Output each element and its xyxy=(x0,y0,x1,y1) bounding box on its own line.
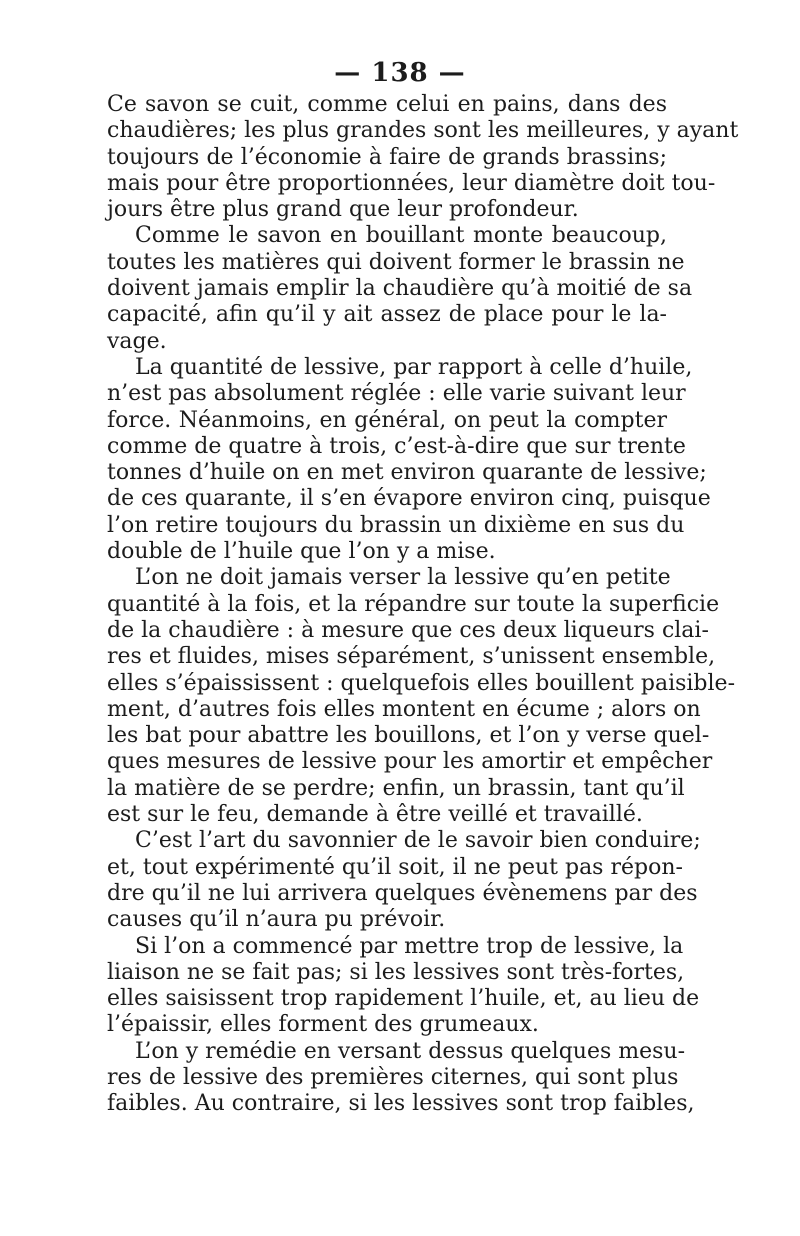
text-line: quantité à la fois, et la répandre sur toute la superficie xyxy=(107,591,720,617)
text-line: est sur le feu, demande à être veillé et travaillé. xyxy=(107,802,643,828)
text-line: tonnes d’huile on en met environ quarante de lessive; xyxy=(107,460,707,486)
text-line: capacité, afin qu’il y ait assez de place pour le la- xyxy=(107,302,667,328)
body-text xyxy=(107,92,739,1118)
text-line: toutes les matières qui doivent former le brassin ne xyxy=(107,249,685,275)
text-line: elles s’épaississent : quelquefois elles bouillent paisible- xyxy=(107,670,735,696)
text-line: chaudières; les plus grandes sont les meilleures, y ayant xyxy=(107,118,739,144)
text-line: causes qu’il n’aura pu prévoir. xyxy=(107,907,446,933)
text-line: Ce savon se cuit, comme celui en pains, dans des xyxy=(107,92,667,117)
text-line: de la chaudière : à mesure que ces deux liqueurs clai- xyxy=(107,617,709,643)
text-line: jours être plus grand que leur profondeur. xyxy=(107,197,579,223)
text-line: n’est pas absolument réglée : elle varie suivant leur xyxy=(107,381,686,407)
page-number: — 138 — xyxy=(334,58,466,88)
text-line: vage. xyxy=(107,328,167,354)
text-line: Comme le savon en bouillant monte beaucoup, xyxy=(135,223,667,249)
text-line: La quantité de lessive, par rapport à celle d’huile, xyxy=(135,354,693,380)
text-line: liaison ne se fait pas; si les lessives sont très-fortes, xyxy=(107,959,685,985)
text-line: et, tout expérimenté qu’il soit, il ne peut pas répon- xyxy=(107,854,683,880)
text-line: force. Néanmoins, en général, on peut la compter xyxy=(107,407,667,433)
text-line: les bat pour abattre les bouillons, et l’on y verse quel- xyxy=(107,723,710,749)
text-line: L’on ne doit jamais verser la lessive qu’en petite xyxy=(135,565,671,591)
text-line: res de lessive des premières citernes, qui sont plus xyxy=(107,1064,679,1090)
text-line: de ces quarante, il s’en évapore environ cinq, puisque xyxy=(107,486,711,512)
text-line: Si l’on a commencé par mettre trop de lessive, la xyxy=(135,933,684,959)
text-line: C’est l’art du savonnier de le savoir bien conduire; xyxy=(135,828,701,854)
text-line: la matière de se perdre; enfin, un brassin, tant qu’il xyxy=(107,775,685,801)
text-line: l’épaissir, elles forment des grumeaux. xyxy=(107,1012,539,1038)
text-line: l’on retire toujours du brassin un dixième en sus du xyxy=(107,512,685,538)
text-line: faibles. Au contraire, si les lessives sont trop faibles, xyxy=(107,1091,695,1117)
text-line: mais pour être proportionnées, leur diamètre doit tou- xyxy=(107,170,716,196)
text-line: toujours de l’économie à faire de grands brassins; xyxy=(107,144,667,170)
text-line: elles saisissent trop rapidement l’huile, et, au lieu de xyxy=(107,986,700,1012)
text-line: doivent jamais emplir la chaudière qu’à moitié de sa xyxy=(107,276,693,302)
text-line: double de l’huile que l’on y a mise. xyxy=(107,539,496,565)
text-line: ques mesures de lessive pour les amortir et empêcher xyxy=(107,749,713,775)
text-line: res et fluides, mises séparément, s’unissent ensemble, xyxy=(107,644,716,670)
text-line: dre qu’il ne lui arrivera quelques évènemens par des xyxy=(107,880,698,906)
text-line: comme de quatre à trois, c’est-à-dire que sur trente xyxy=(107,433,686,459)
text-line: ment, d’autres fois elles montent en écume ; alors on xyxy=(107,696,701,722)
text-line: L’on y remédie en versant dessus quelques mesu- xyxy=(135,1038,686,1064)
